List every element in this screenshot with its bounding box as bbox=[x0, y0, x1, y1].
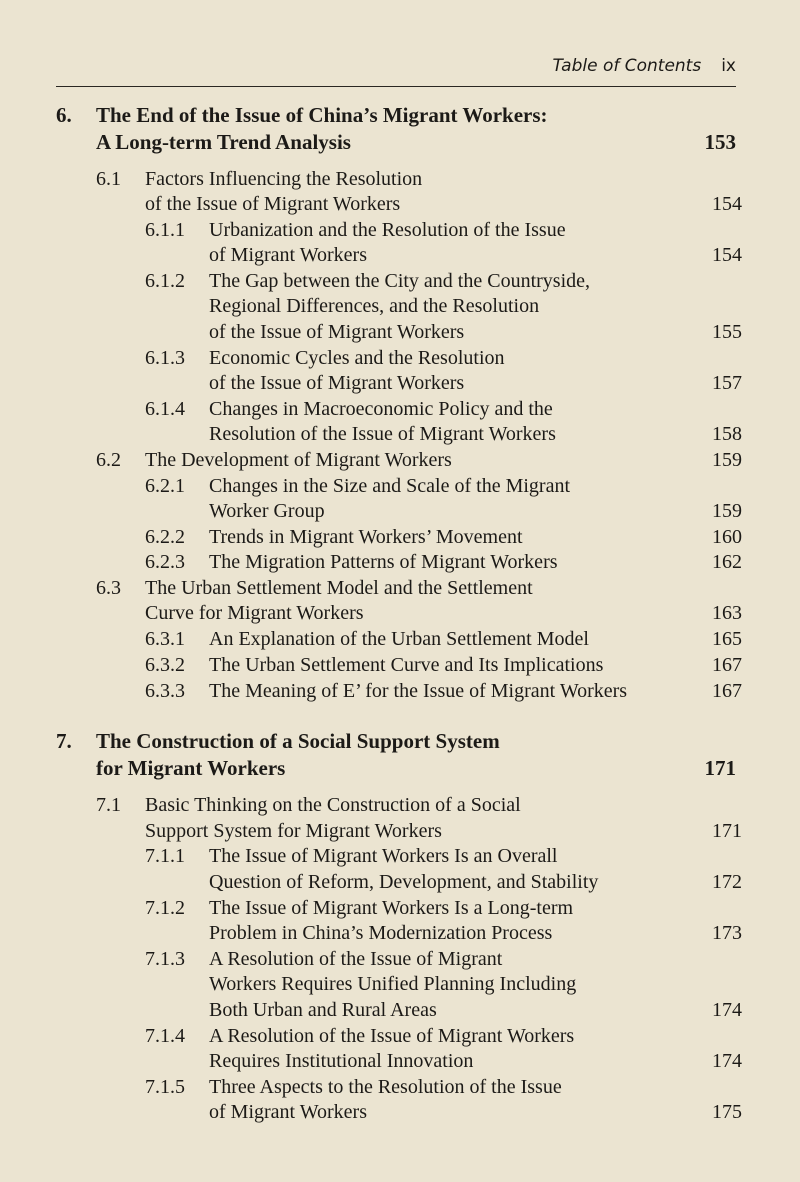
section-6-2-1-title-line1: Changes in the Size and Scale of the Migrant bbox=[209, 475, 571, 497]
section-6-2-3-page: 162 bbox=[712, 551, 742, 573]
section-7-1-5-number: 7.1.5 bbox=[145, 1076, 185, 1098]
chapter-6-title-line1: The End of the Issue of China’s Migrant Workers: bbox=[96, 103, 548, 127]
section-7-1-title-line2: Support System for Migrant Workers bbox=[145, 820, 442, 842]
header-rule bbox=[56, 86, 736, 87]
section-7-1-5-title-line2: of Migrant Workers bbox=[209, 1101, 367, 1123]
section-6-3-1-number: 6.3.1 bbox=[145, 628, 185, 650]
section-7-1-page: 171 bbox=[712, 820, 742, 842]
section-6-1-3-title-line2: of the Issue of Migrant Workers bbox=[209, 372, 465, 394]
section-6-1-title-line2: of the Issue of Migrant Workers bbox=[145, 193, 401, 215]
section-6-2-3-number: 6.2.3 bbox=[145, 551, 185, 573]
chapter-7-number: 7. bbox=[56, 729, 72, 753]
section-7-1-4-page: 174 bbox=[712, 1050, 742, 1072]
section-6-2-page: 159 bbox=[712, 449, 742, 471]
chapter-7-page: 171 bbox=[704, 756, 736, 780]
section-6-2-number: 6.2 bbox=[96, 449, 121, 471]
section-6-3-1-title-line1: An Explanation of the Urban Settlement Model bbox=[209, 628, 589, 650]
chapter-6-number: 6. bbox=[56, 103, 72, 127]
section-6-1-page: 154 bbox=[712, 193, 742, 215]
section-7-1-3-title-line2: Workers Requires Unified Planning Including bbox=[209, 973, 577, 995]
section-6-3-number: 6.3 bbox=[96, 577, 121, 599]
section-7-1-4-title-line1: A Resolution of the Issue of Migrant Workers bbox=[209, 1025, 575, 1047]
section-6-3-3-title-line1: The Meaning of E’ for the Issue of Migrant Workers bbox=[209, 680, 628, 702]
section-6-1-number: 6.1 bbox=[96, 168, 121, 190]
chapter-6-title-line2: A Long-term Trend Analysis bbox=[96, 130, 351, 154]
section-7-1-3-page: 174 bbox=[712, 999, 742, 1021]
section-7-1-5-title-line1: Three Aspects to the Resolution of the Issue bbox=[209, 1076, 562, 1098]
section-6-3-2-number: 6.3.2 bbox=[145, 654, 185, 676]
chapter-7-title-line1: The Construction of a Social Support System bbox=[96, 729, 500, 753]
chapter-6-page: 153 bbox=[704, 130, 736, 154]
section-6-2-2-page: 160 bbox=[712, 526, 742, 548]
section-6-3-title-line2: Curve for Migrant Workers bbox=[145, 602, 364, 624]
page-folio: ix bbox=[721, 56, 736, 76]
section-6-1-3-number: 6.1.3 bbox=[145, 347, 185, 369]
section-7-1-2-title-line2: Problem in China’s Modernization Process bbox=[209, 922, 553, 944]
section-7-1-1-title-line1: The Issue of Migrant Workers Is an Overall bbox=[209, 845, 558, 867]
section-6-1-2-title-line1: The Gap between the City and the Countryside, bbox=[209, 270, 591, 292]
section-6-1-4-title-line1: Changes in Macroeconomic Policy and the bbox=[209, 398, 553, 420]
section-6-3-1-page: 165 bbox=[712, 628, 742, 650]
running-title: Table of Contents bbox=[552, 56, 702, 76]
section-7-1-3-title-line1: A Resolution of the Issue of Migrant bbox=[209, 948, 503, 970]
section-6-1-2-page: 155 bbox=[712, 321, 742, 343]
section-6-1-1-number: 6.1.1 bbox=[145, 219, 185, 241]
section-6-2-1-number: 6.2.1 bbox=[145, 475, 185, 497]
section-7-1-2-title-line1: The Issue of Migrant Workers Is a Long-term bbox=[209, 897, 574, 919]
section-6-3-2-title-line1: The Urban Settlement Curve and Its Implications bbox=[209, 654, 604, 676]
running-head bbox=[56, 56, 736, 76]
section-6-3-title-line1: The Urban Settlement Model and the Settlement bbox=[145, 577, 533, 599]
section-7-1-title-line1: Basic Thinking on the Construction of a Social bbox=[145, 794, 521, 816]
section-7-1-2-page: 173 bbox=[712, 922, 742, 944]
section-6-2-2-title-line1: Trends in Migrant Workers’ Movement bbox=[209, 526, 523, 548]
section-7-1-4-title-line2: Requires Institutional Innovation bbox=[209, 1050, 474, 1072]
section-6-2-1-title-line2: Worker Group bbox=[209, 500, 325, 522]
section-6-1-1-page: 154 bbox=[712, 244, 742, 266]
section-6-1-4-page: 158 bbox=[712, 423, 742, 445]
section-7-1-1-number: 7.1.1 bbox=[145, 845, 185, 867]
section-6-1-1-title-line1: Urbanization and the Resolution of the Issue bbox=[209, 219, 566, 241]
section-7-1-2-number: 7.1.2 bbox=[145, 897, 185, 919]
section-6-1-1-title-line2: of Migrant Workers bbox=[209, 244, 367, 266]
section-6-2-1-page: 159 bbox=[712, 500, 742, 522]
section-6-1-2-number: 6.1.2 bbox=[145, 270, 185, 292]
section-7-1-4-number: 7.1.4 bbox=[145, 1025, 185, 1047]
section-6-1-3-page: 157 bbox=[712, 372, 742, 394]
section-6-2-3-title-line1: The Migration Patterns of Migrant Workers bbox=[209, 551, 558, 573]
section-6-3-3-page: 167 bbox=[712, 680, 742, 702]
section-6-1-title-line1: Factors Influencing the Resolution bbox=[145, 168, 423, 190]
section-6-3-3-number: 6.3.3 bbox=[145, 680, 185, 702]
section-6-1-4-number: 6.1.4 bbox=[145, 398, 185, 420]
section-7-1-3-title-line3: Both Urban and Rural Areas bbox=[209, 999, 437, 1021]
section-7-1-5-page: 175 bbox=[712, 1101, 742, 1123]
section-6-2-title-line1: The Development of Migrant Workers bbox=[145, 449, 452, 471]
section-6-2-2-number: 6.2.2 bbox=[145, 526, 185, 548]
chapter-7-title-line2: for Migrant Workers bbox=[96, 756, 286, 780]
section-6-1-2-title-line2: Regional Differences, and the Resolution bbox=[209, 295, 540, 317]
section-7-1-number: 7.1 bbox=[96, 794, 121, 816]
section-6-1-3-title-line1: Economic Cycles and the Resolution bbox=[209, 347, 505, 369]
section-6-1-2-title-line3: of the Issue of Migrant Workers bbox=[209, 321, 465, 343]
section-6-3-2-page: 167 bbox=[712, 654, 742, 676]
section-7-1-1-title-line2: Question of Reform, Development, and Stability bbox=[209, 871, 599, 893]
section-6-3-page: 163 bbox=[712, 602, 742, 624]
section-6-1-4-title-line2: Resolution of the Issue of Migrant Workers bbox=[209, 423, 556, 445]
section-7-1-3-number: 7.1.3 bbox=[145, 948, 185, 970]
section-7-1-1-page: 172 bbox=[712, 871, 742, 893]
